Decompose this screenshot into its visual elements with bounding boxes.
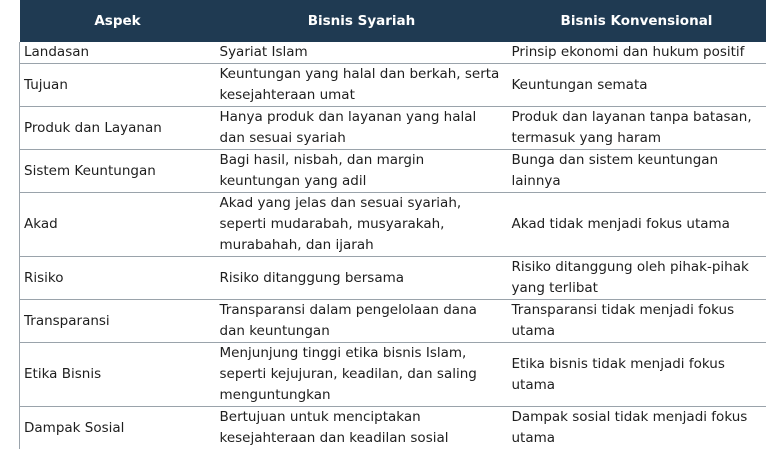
cell-aspek: Produk dan Layanan [20, 107, 216, 150]
table-row [20, 343, 766, 407]
table-row [20, 407, 766, 450]
cell-aspek: Etika Bisnis [20, 343, 216, 407]
cell-aspek: Sistem Keuntungan [20, 150, 216, 193]
cell-konvensional: Produk dan layanan tanpa batasan, termasuk yang haram [508, 107, 766, 150]
cell-konvensional: Risiko ditanggung oleh pihak-pihak yang terlibat [508, 257, 766, 300]
cell-syariah: Transparansi dalam pengelolaan dana dan keuntungan [216, 300, 508, 343]
cell-aspek: Landasan [20, 42, 216, 64]
cell-konvensional: Akad tidak menjadi fokus utama [508, 193, 766, 257]
cell-konvensional: Prinsip ekonomi dan hukum positif [508, 42, 766, 64]
cell-syariah: Bertujuan untuk menciptakan kesejahteraan dan keadilan sosial [219, 409, 449, 446]
header-bisnis-konvensional: Bisnis Konvensional [508, 0, 766, 42]
table-row [20, 107, 766, 150]
cell-syariah: Risiko ditanggung bersama [216, 257, 508, 300]
cell-syariah: Bagi hasil, nisbah, dan margin keuntungan yang adil [216, 150, 508, 193]
cell-aspek: Risiko [20, 257, 216, 300]
comparison-table [19, 0, 766, 449]
cell-syariah: Hanya produk dan layanan yang halal dan sesuai syariah [216, 107, 508, 150]
cell-konvensional: Etika bisnis tidak menjadi fokus utama [508, 343, 766, 407]
table-row [20, 257, 766, 300]
cell-syariah: Akad yang jelas dan sesuai syariah, seperti mudarabah, musyarakah, murabahah, dan ijarah [216, 193, 508, 257]
table-row [20, 300, 766, 343]
cell-konvensional: Bunga dan sistem keuntungan lainnya [508, 150, 766, 193]
cell-aspek: Akad [20, 193, 216, 257]
cell-syariah: Menjunjung tinggi etika bisnis Islam, seperti kejujuran, keadilan, dan saling menguntungkan [216, 343, 508, 407]
table-header-row [20, 0, 766, 42]
cell-aspek: Tujuan [20, 64, 216, 107]
cell-aspek: Dampak Sosial [20, 407, 216, 450]
table-row [20, 193, 766, 257]
cell-konvensional: Dampak sosial tidak menjadi fokus utama [511, 409, 748, 446]
table-row [20, 64, 766, 107]
cell-syariah: Keuntungan yang halal dan berkah, serta kesejahteraan umat [216, 64, 508, 107]
header-aspek: Aspek [20, 0, 216, 42]
cell-aspek: Transparansi [20, 300, 216, 343]
table-row [20, 150, 766, 193]
table-row [20, 42, 766, 64]
comparison-table-container [19, 0, 765, 449]
cell-konvensional: Transparansi tidak menjadi fokus utama [508, 300, 766, 343]
cell-syariah: Syariat Islam [216, 42, 508, 64]
header-bisnis-syariah: Bisnis Syariah [216, 0, 508, 42]
cell-konvensional: Keuntungan semata [508, 64, 766, 107]
